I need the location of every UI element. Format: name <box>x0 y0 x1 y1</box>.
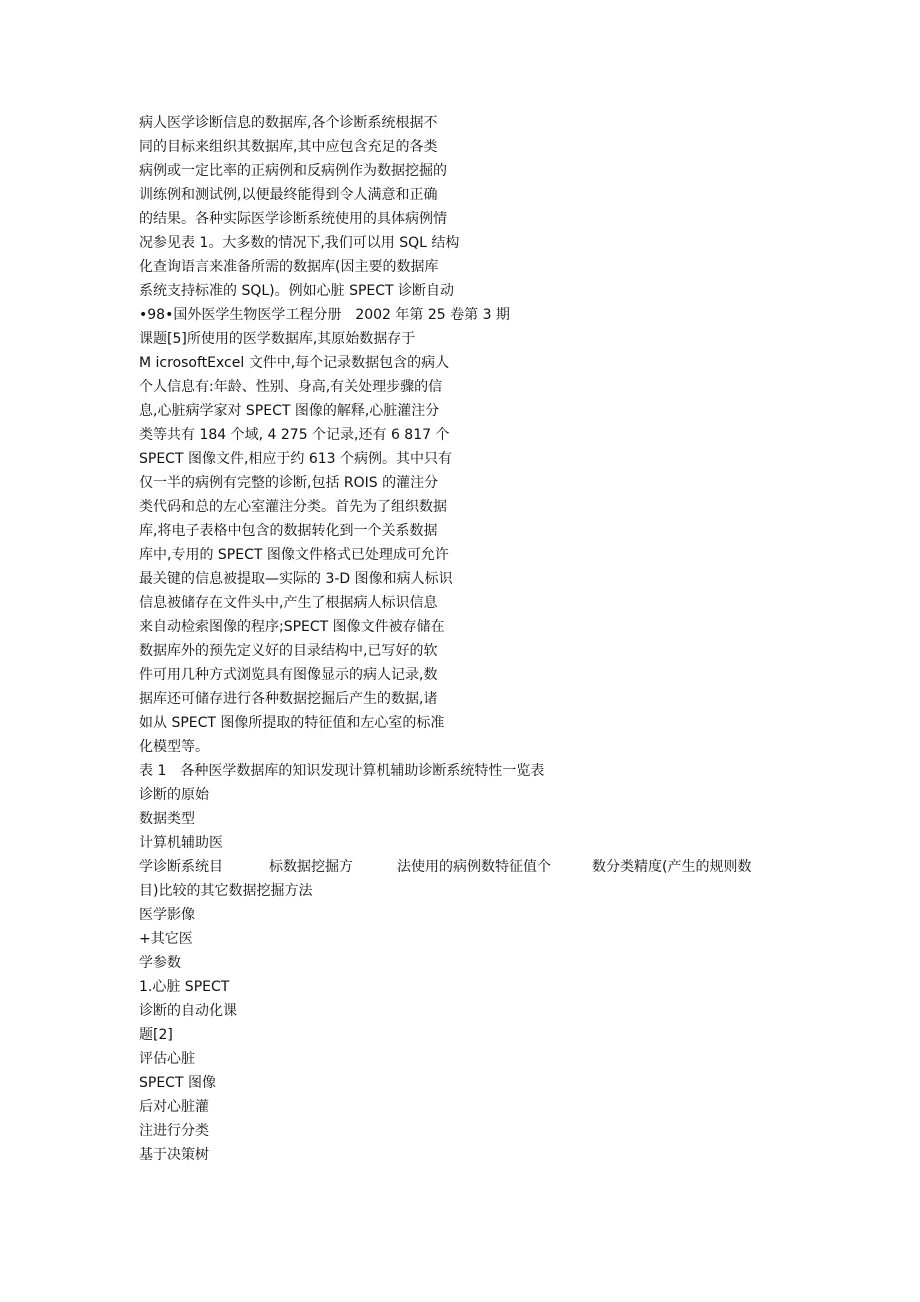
table-header-line: 诊断的原始 <box>139 787 209 803</box>
table-cell-line: 诊断的自动化课 <box>139 1003 237 1019</box>
table-cell-line: 后对心脏灌 <box>139 1099 209 1115</box>
table-header-line: 目)比较的其它数据挖掘方法 <box>139 883 313 899</box>
table-header-cell: 学诊断系统目 <box>139 859 223 875</box>
table-cell-line: 题[2] <box>139 1027 173 1043</box>
table-header-cell: 法使用的病例数特征值个 <box>397 859 551 875</box>
table-header-columns <box>139 855 799 879</box>
text-line: 个人信息有:年龄、性别、身高,有关处理步骤的信 <box>139 379 443 395</box>
table-cell-line: 医学影像 <box>139 907 195 923</box>
text-line: 同的目标来组织其数据库,其中应包含充足的各类 <box>139 139 438 155</box>
document-text <box>139 111 799 1167</box>
table-cell-line: 基于决策树 <box>139 1147 209 1163</box>
text-line: 库,将电子表格中包含的数据转化到一个关系数据 <box>139 523 438 539</box>
table-header-cell: 数分类精度(产生的规则数 <box>592 859 752 875</box>
text-line: 病人医学诊断信息的数据库,各个诊断系统根据不 <box>139 115 438 131</box>
text-line: 类等共有 184 个域, 4 275 个记录,还有 6 817 个 <box>139 427 450 443</box>
paragraph-1 <box>139 111 799 303</box>
table-cell-line: 学参数 <box>139 955 181 971</box>
table-cell-line: 评估心脏 <box>139 1051 195 1067</box>
text-line: 化查询语言来准备所需的数据库(因主要的数据库 <box>139 259 439 275</box>
text-line: 的结果。各种实际医学诊断系统使用的具体病例情 <box>139 211 447 227</box>
text-line: 类代码和总的左心室灌注分类。首先为了组织数据 <box>139 499 447 515</box>
text-line: 息,心脏病学家对 SPECT 图像的解释,心脏灌注分 <box>139 403 440 419</box>
table-body <box>139 903 799 1167</box>
table-cell-line: 注进行分类 <box>139 1123 209 1139</box>
table-header-cell: 标数据挖掘方 <box>269 859 353 875</box>
text-line: 库中,专用的 SPECT 图像文件格式已处理成可允许 <box>139 547 449 563</box>
text-line: 据库还可储存进行各种数据挖掘后产生的数据,诸 <box>139 691 438 707</box>
text-line: 训练例和测试例,以便最终能得到令人满意和正确 <box>139 187 438 203</box>
table-header-line: 计算机辅助医 <box>139 835 223 851</box>
text-line: SPECT 图像文件,相应于约 613 个病例。其中只有 <box>139 451 453 467</box>
text-line: 病例或一定比率的正病例和反病例作为数据挖掘的 <box>139 163 447 179</box>
text-line: M icrosoftExcel 文件中,每个记录数据包含的病人 <box>139 355 450 371</box>
text-line: 系统支持标准的 SQL)。例如心脏 SPECT 诊断自动 <box>139 283 455 299</box>
table-caption: 表 1 各种医学数据库的知识发现计算机辅助诊断系统特性一览表 <box>139 763 545 779</box>
table-header-line: 数据类型 <box>139 811 195 827</box>
text-line: 信息被储存在文件头中,产生了根据病人标识信息 <box>139 595 438 611</box>
table-cell-line: 1.心脏 SPECT <box>139 979 230 995</box>
table-cell-line: SPECT 图像 <box>139 1075 216 1091</box>
text-line: 件可用几种方式浏览具有图像显示的病人记录,数 <box>139 667 438 683</box>
text-line: 来自动检索图像的程序;SPECT 图像文件被存储在 <box>139 619 445 635</box>
table-header <box>139 783 799 903</box>
text-line: 仅一半的病例有完整的诊断,包括 ROIS 的灌注分 <box>139 475 439 491</box>
text-line: 最关键的信息被提取—实际的 3-D 图像和病人标识 <box>139 571 453 587</box>
paragraph-2 <box>139 327 799 759</box>
text-line: 况参见表 1。大多数的情况下,我们可以用 SQL 结构 <box>139 235 460 251</box>
text-line: 化模型等。 <box>139 739 209 755</box>
text-line: 课题[5]所使用的医学数据库,其原始数据存于 <box>139 331 416 347</box>
text-line: 数据库外的预先定义好的目录结构中,已写好的软 <box>139 643 438 659</box>
running-header: •98•国外医学生物医学工程分册 2002 年第 25 卷第 3 期 <box>139 307 510 323</box>
table-cell-line: +其它医 <box>139 931 193 947</box>
text-line: 如从 SPECT 图像所提取的特征值和左心室的标准 <box>139 715 445 731</box>
